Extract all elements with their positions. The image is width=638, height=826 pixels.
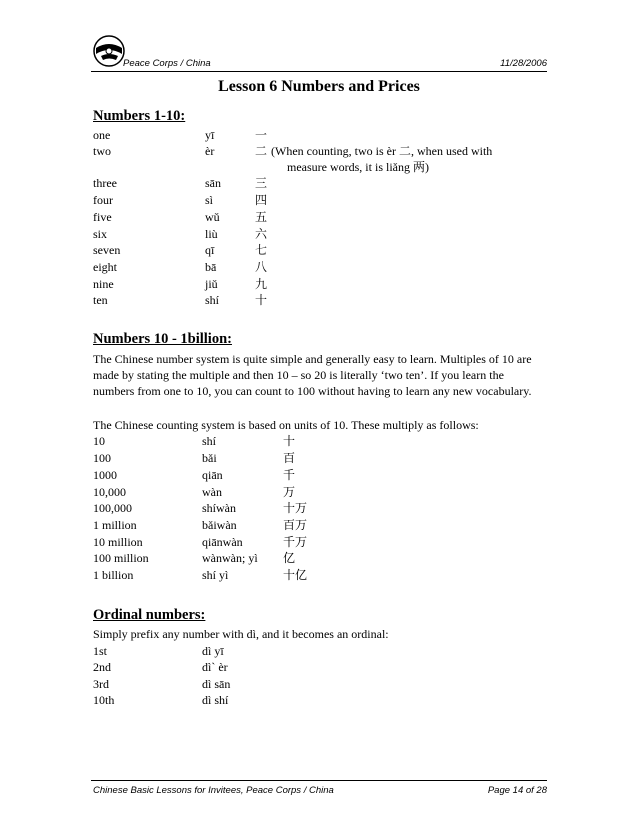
chinese-character: 八 — [255, 260, 268, 274]
section-heading-numbers-10-1billion: Numbers 10 - 1billion: — [93, 331, 232, 347]
pinyin: sān — [205, 176, 221, 190]
paragraph-number-system: The Chinese number system is quite simple and generally easy to learn. Multiples of 10 are made by stating the multiple and then 10 – so 20 is literally ‘two ten’. If you learn the numbers from one to 10, you can count to 100 without having to learn any new vocabulary. — [93, 352, 532, 399]
chinese-character: 百 — [283, 451, 296, 465]
chinese-character: 万 — [283, 485, 296, 499]
pinyin: shí yì — [202, 568, 229, 582]
peace-corps-logo-icon — [92, 34, 126, 68]
pinyin: qī — [205, 243, 215, 257]
section-heading-ordinal-numbers: Ordinal numbers: — [93, 607, 206, 623]
section-heading-numbers-1-10: Numbers 1-10: — [93, 108, 186, 124]
pinyin: qiān — [202, 468, 223, 482]
number-value: 1 million — [93, 518, 137, 532]
pinyin: bā — [205, 260, 217, 274]
chinese-character: 十亿 — [283, 568, 308, 582]
english-word: five — [93, 210, 112, 224]
chinese-character: 千万 — [283, 535, 308, 549]
pinyin: bǎiwàn — [202, 518, 237, 532]
chinese-character: 百万 — [283, 518, 308, 532]
english-word: ten — [93, 293, 108, 307]
number-value: 100 million — [93, 551, 149, 565]
chinese-character: 十 — [255, 293, 268, 307]
footer-left-text: Chinese Basic Lessons for Invitees, Peace Corps / China — [93, 785, 334, 796]
ordinal-label: 1st — [93, 644, 108, 658]
pinyin: wàn — [202, 485, 222, 499]
chinese-character: 九 — [255, 277, 268, 291]
ordinal-label: 10th — [93, 693, 115, 707]
number-value: 1 billion — [93, 568, 134, 582]
chinese-character: 十万 — [283, 501, 308, 515]
english-word: eight — [93, 260, 117, 274]
pinyin: jiǔ — [205, 277, 218, 291]
pinyin: dì shí — [202, 693, 229, 707]
english-word: three — [93, 176, 117, 190]
english-word: nine — [93, 277, 114, 291]
pinyin: dì sān — [202, 677, 231, 691]
english-word: four — [93, 193, 113, 207]
number-value: 10,000 — [93, 485, 126, 499]
english-word: one — [93, 128, 111, 142]
pinyin: qiānwàn — [202, 535, 243, 549]
chinese-character: 十 — [283, 434, 296, 448]
intro-text: Simply prefix any number with dì, and it becomes an ordinal: — [93, 627, 389, 641]
pinyin: wǔ — [205, 210, 220, 224]
usage-note: (When counting, two is èr 二, when used with — [271, 144, 493, 158]
header-rule — [91, 71, 547, 72]
chinese-character: 二 — [255, 144, 268, 158]
pinyin: shí — [202, 434, 217, 448]
chinese-character: 千 — [283, 468, 296, 482]
chinese-character: 四 — [255, 193, 268, 207]
english-word: two — [93, 144, 111, 158]
pinyin: yī — [205, 128, 215, 142]
intro-text: The Chinese counting system is based on units of 10. These multiply as follows: — [93, 418, 479, 432]
ordinal-label: 2nd — [93, 660, 111, 674]
header-date: 11/28/2006 — [500, 58, 547, 69]
chinese-character: 一 — [255, 128, 268, 142]
chinese-character: 六 — [255, 227, 268, 241]
pinyin: sì — [205, 193, 214, 207]
chinese-character: 亿 — [283, 551, 296, 565]
chinese-character: 五 — [255, 210, 268, 224]
page-title: Lesson 6 Numbers and Prices — [218, 78, 420, 95]
number-value: 1000 — [93, 468, 117, 482]
pinyin: shí — [205, 293, 220, 307]
chinese-character: 七 — [255, 243, 268, 257]
pinyin: liù — [205, 227, 218, 241]
english-word: six — [93, 227, 108, 241]
header-left-text: Peace Corps / China — [123, 58, 211, 69]
pinyin: bǎi — [202, 451, 217, 465]
pinyin: wànwàn; yì — [202, 551, 258, 565]
pinyin: dì yī — [202, 644, 224, 658]
english-word: seven — [93, 243, 121, 257]
number-value: 10 — [93, 434, 105, 448]
number-value: 100,000 — [93, 501, 132, 515]
pinyin: shíwàn — [202, 501, 236, 515]
page-number: Page 14 of 28 — [487, 785, 547, 796]
chinese-character: 三 — [255, 176, 268, 190]
usage-note-line-2: measure words, it is liǎng 两) — [287, 160, 429, 174]
pinyin: dì` èr — [202, 660, 228, 674]
number-value: 100 — [93, 451, 111, 465]
ordinal-label: 3rd — [93, 677, 109, 691]
number-value: 10 million — [93, 535, 143, 549]
footer-rule — [91, 780, 547, 781]
pinyin: èr — [205, 144, 215, 158]
